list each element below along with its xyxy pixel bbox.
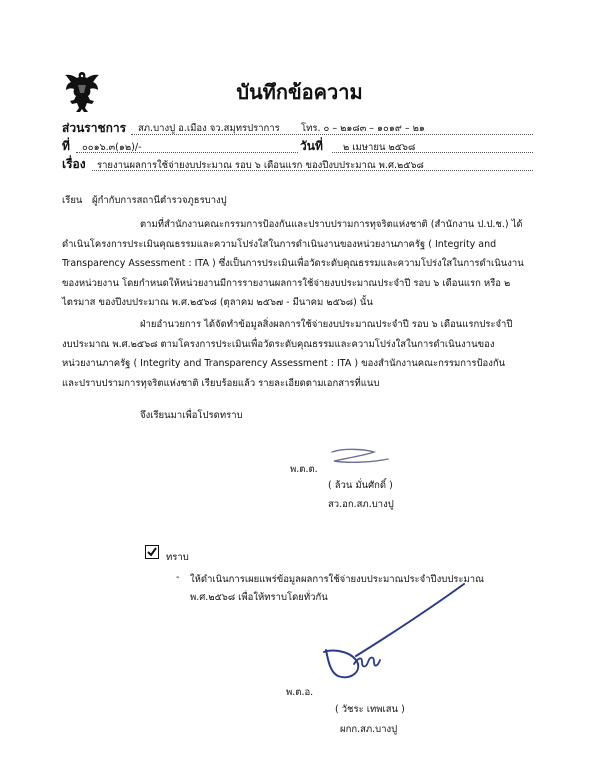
salutation-label: เรียน (62, 195, 83, 206)
closing-text: จึงเรียนมาเพื่อโปรดทราบ (140, 410, 243, 421)
paragraph-1 (62, 215, 534, 313)
document-title: บันทึกข้อความ (236, 80, 363, 104)
bullet-dash: - (176, 572, 180, 583)
agency-dotted-line (131, 134, 533, 135)
ref-value: ๐๐๑๖.๓(๑๒)/- (82, 142, 142, 153)
instruction-line: พ.ศ.๒๕๖๘ เพื่อให้ทราบโดยทั่วกัน (190, 592, 328, 603)
signature-1-position: สว.อก.สภ.บางปู (328, 499, 394, 510)
paragraph-1-line: ดำเนินโครงการประเมินคุณธรรมและความโปร่งใสในการดำเนินงานของหน่วยงานภาครัฐ ( Integrity and (62, 238, 497, 250)
signature-2-name: ( วัชระ เทพเสน ) (335, 704, 405, 715)
signature-1-image (326, 446, 396, 468)
subject-label: เรื่อง (62, 157, 86, 171)
signature-1-rank: พ.ต.ต. (290, 464, 318, 475)
date-label: วันที่ (300, 139, 323, 153)
paragraph-2-line: หน่วยงานภาครัฐ ( Integrity and Transparency Assessment : ITA ) ของสำนักงานคณะกรรมการป้องกัน (62, 358, 506, 369)
date-dotted-line (332, 152, 533, 153)
ref-label: ที่ (62, 139, 70, 153)
signature-2-image (318, 580, 468, 686)
ref-dotted-line (76, 152, 298, 153)
acknowledged-checkbox (145, 545, 159, 559)
signature-1-name: ( ล้วน มั่นศักดิ์ ) (328, 480, 393, 491)
phone-value: โทร. ๐ – ๒๑๘๓ – ๑๐๑๙ – ๒๑ (301, 123, 425, 134)
agency-label: ส่วนราชการ (62, 121, 127, 135)
subject-dotted-line (92, 170, 533, 171)
date-value: ๒ เมษายน ๒๕๖๘ (343, 142, 416, 153)
paragraph-2 (62, 315, 534, 393)
acknowledged-label: ทราบ (166, 552, 189, 563)
paragraph-2-line: และปราบปรามการทุจริตแห่งชาติ เรียบร้อยแล้ว รายละเอียดตามเอกสารที่แนบ (62, 377, 380, 389)
signature-2-rank: พ.ต.อ. (286, 687, 314, 698)
paragraph-1-line: ตามที่สำนักงานคณะกรรมการป้องกันและปราบปรามการทุจริตแห่งชาติ (สำนักงาน ป.ป.ช.) ได้ (140, 219, 523, 230)
paragraph-2-line: งบประมาณ พ.ศ.๒๕๖๘ ตามโครงการประเมินเพื่อวัดระดับคุณธรรมและความโปร่งใสในการดำเนินงานของ (62, 338, 495, 350)
paragraph-1-line: ไตรมาส ของปีงบประมาณ พ.ศ.๒๕๖๘ (ตุลาคม ๒๕๖๗ - มีนาคม ๒๕๖๘) นั้น (62, 297, 373, 308)
subject-value: รายงานผลการใช้จ่ายงบประมาณ รอบ ๖ เดือนแรก ของปีงบประมาณ พ.ศ.๒๕๖๘ (97, 160, 424, 171)
agency-value: สภ.บางปู อ.เมือง จว.สมุทรปราการ (138, 123, 280, 134)
paragraph-2-line: ฝ่ายอำนวยการ ได้จัดทำข้อมูลสิ่งผลการใช้จ่ายงบประมาณประจำปี รอบ ๖ เดือนแรกประจำปี (140, 319, 513, 330)
paragraph-1-line: ของหน่วยงาน โดยกำหนดให้หน่วยงานมีการรายงานผลการใช้จ่ายงบประมาณประจำปี รอบ ๖ เดือนแรก หรือ ๒ (62, 277, 511, 289)
salutation-value: ผู้กำกับการสถานีตำรวจภูธรบางปู (92, 195, 227, 206)
instruction-line: ให้ดำเนินการเผยแพร่ข้อมูลผลการใช้จ่ายงบประมาณประจำปีงบประมาณ (190, 574, 484, 585)
paragraph-1-line: Transparency Assessment : ITA ) ซึ่งเป็นการประเมินเพื่อวัดระดับคุณธรรมและความโปร่งใสในการดำเนินงาน (62, 258, 524, 269)
signature-2-position: ผกก.สภ.บางปู (340, 724, 398, 735)
checkmark-icon (146, 546, 158, 558)
